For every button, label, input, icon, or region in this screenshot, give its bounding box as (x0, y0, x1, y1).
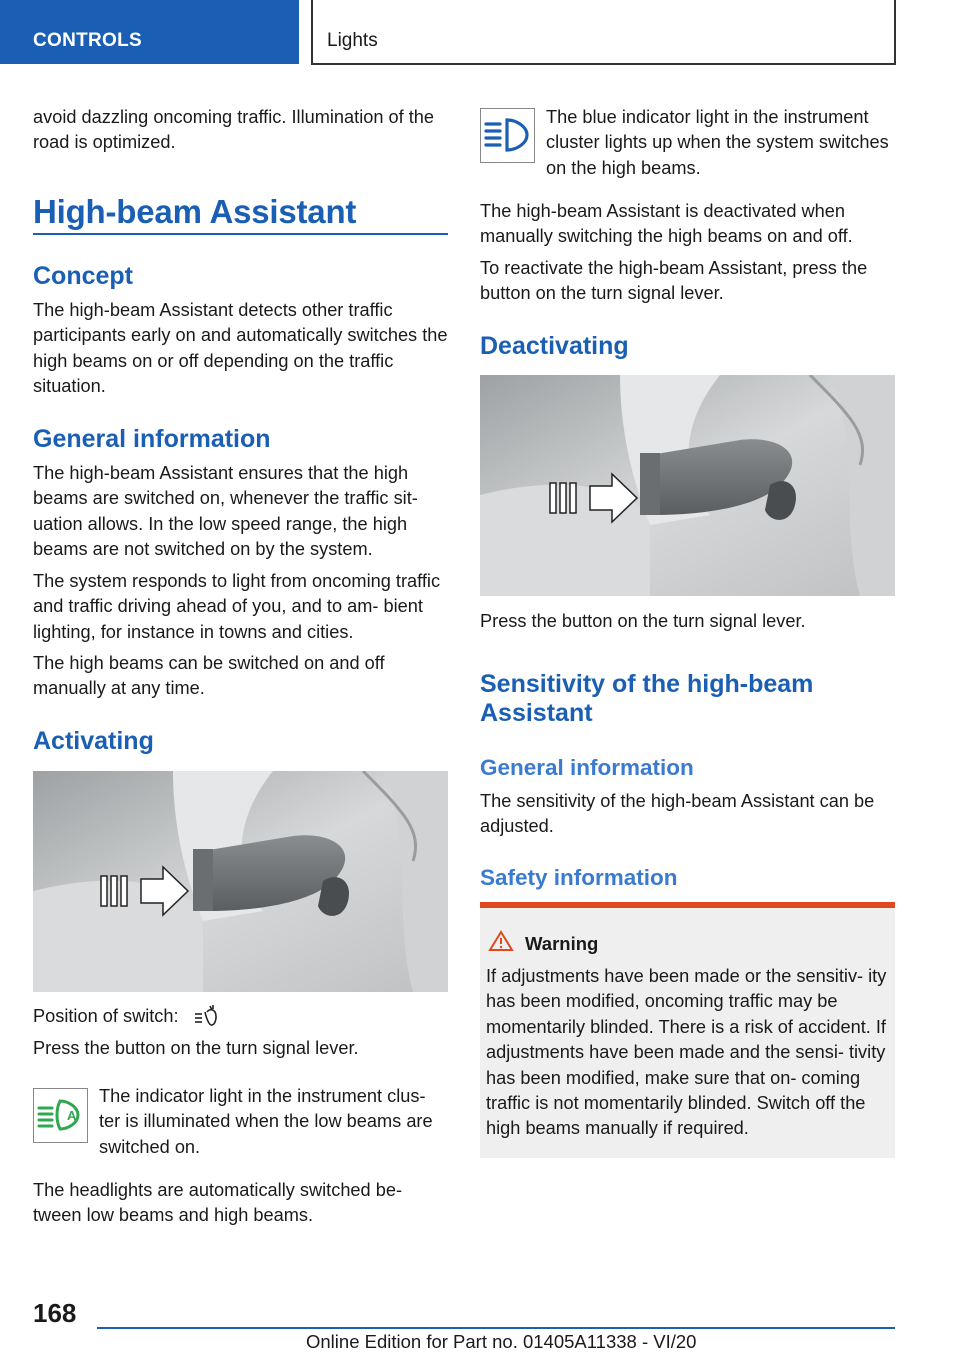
edition-footer: Online Edition for Part no. 01405A11338 - VI/20 (306, 1331, 697, 1352)
intro-text: avoid dazzling oncoming traffic. Illumination of the road is optimized. (33, 107, 435, 153)
activating-heading: Activating (33, 727, 154, 755)
chapter-label: Lights (327, 30, 378, 51)
high-beam-indicator-icon (480, 108, 535, 163)
footer-rule (97, 1327, 895, 1329)
low-beam-indicator-text: The indicator light in the instrument clus‐ ter is illuminated when the low beams are switched on. (99, 1086, 433, 1157)
general-info-text-3: The high beams can be switched on and off manually at any time. (33, 653, 385, 699)
sensitivity-general-heading: General information (480, 755, 694, 780)
concept-text: The high-beam Assistant detects other traffic participants early on and automatically switches the high beams on or off depending on the traffic situation. (33, 300, 448, 397)
warning-box (480, 902, 895, 1158)
general-info-text-2: The system responds to light from oncoming traffic and traffic driving ahead of you, and to am‐ bient lighting, for instance in towns and cities. (33, 571, 441, 642)
section-tab (0, 0, 299, 64)
high-beam-assistant-icon (193, 1004, 219, 1033)
svg-text:A: A (67, 1108, 77, 1123)
warning-title: Warning (525, 933, 599, 954)
general-info-heading: General information (33, 425, 271, 453)
turn-signal-lever-photo-2 (480, 375, 895, 596)
deactivating-heading: Deactivating (480, 332, 629, 360)
auto-switch-text: The headlights are automatically switched be‐ tween low beams and high beams. (33, 1180, 402, 1226)
press-button-text-2: Press the button on the turn signal lever. (480, 611, 806, 631)
chapter-tab (311, 0, 896, 65)
reactivate-text: To reactivate the high-beam Assistant, press the button on the turn signal lever. (480, 258, 868, 304)
concept-heading: Concept (33, 262, 133, 290)
page-number: 168 (33, 1298, 77, 1328)
sensitivity-heading: Sensitivity of the high-beam Assistant (480, 670, 814, 727)
low-beam-indicator-icon (33, 1088, 88, 1143)
high-beam-indicator-text: The blue indicator light in the instrument cluster lights up when the system switches on the high beams. (546, 107, 889, 178)
deactivated-text: The high-beam Assistant is deactivated when manually switching the high beams on and off. (480, 201, 853, 247)
switch-position-label: Position of switch: (33, 1006, 179, 1026)
turn-signal-lever-photo (33, 771, 448, 992)
warning-text: If adjustments have been made or the sensitiv‐ ity has been modified, oncoming traffic may be momentarily blinded. There is a risk of accident. If adjustments have been made and the sensi‐ tivity has been modified, make sure that on‐ coming traffic is not momentarily blinded. Switch off the high beams manually if required. (486, 966, 887, 1139)
warning-triangle-icon (488, 930, 514, 957)
section-label: CONTROLS (33, 30, 143, 51)
page-title: High-beam Assistant (33, 193, 357, 230)
sensitivity-text: The sensitivity of the high-beam Assistant can be adjusted. (480, 791, 875, 837)
press-button-text-1: Press the button on the turn signal lever. (33, 1038, 359, 1058)
safety-heading: Safety information (480, 865, 678, 890)
general-info-text-1: The high-beam Assistant ensures that the high beams are switched on, whenever the traffic sit‐ uation allows. In the low speed range, the high beams are not switched on by the system. (33, 463, 418, 560)
title-underline (33, 233, 448, 235)
